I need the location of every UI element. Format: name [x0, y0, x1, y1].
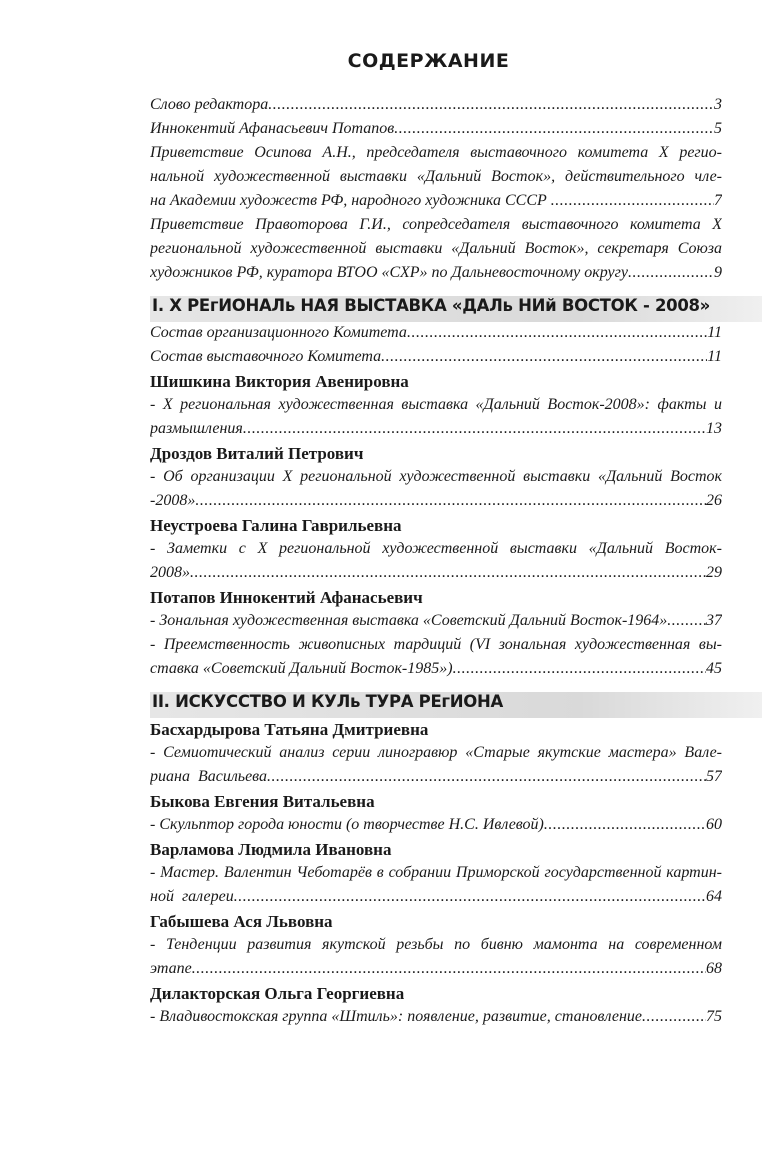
entry-title: Слово редактора	[150, 96, 269, 113]
author-name: Быкова Евгения Витальевна	[150, 792, 375, 811]
toc-entry[interactable]	[150, 1008, 722, 1032]
entry-leader-line	[150, 420, 722, 444]
dot-leader	[407, 324, 707, 348]
toc-entry[interactable]	[150, 864, 722, 912]
entry-leader-line	[150, 564, 722, 588]
dot-leader	[642, 1008, 706, 1032]
entry-leader-line	[150, 960, 722, 984]
entry-text-line: - Семиотический анализ серии линогравюр «Старые якутские мастера» Вале-	[150, 744, 722, 761]
entry-leader-line	[150, 1008, 722, 1032]
dot-leader	[544, 816, 706, 840]
entry-title: - Владивостокская группа «Штиль»: появление, развитие, становление	[150, 1008, 642, 1025]
page-number: 57	[706, 768, 722, 785]
entry-title: 2008»	[150, 564, 190, 581]
entry-leader-line	[150, 492, 722, 516]
dot-leader	[195, 492, 706, 516]
toc-entry[interactable]	[150, 744, 722, 792]
author-name: Варламова Людмила Ивановна	[150, 840, 392, 859]
toc-entry[interactable]	[150, 216, 722, 288]
dot-leader	[453, 660, 706, 684]
entry-leader-line	[150, 96, 722, 120]
entry-title: ставка «Советский Дальний Восток-1985»)	[150, 660, 453, 677]
page-number: 13	[706, 420, 722, 437]
page-number: 75	[706, 1008, 722, 1025]
dot-leader	[190, 564, 706, 588]
toc-entry[interactable]	[150, 540, 722, 588]
section-heading: I. X РЕгИОНАЛь НАЯ ВЫСТАВКА «ДАЛь НИй ВОСТОК - 2008»	[150, 296, 762, 322]
toc-entry[interactable]	[150, 468, 722, 516]
entry-leader-line	[150, 264, 722, 288]
author-name: Дроздов Виталий Петрович	[150, 444, 364, 463]
author-name: Габышева Ася Львовна	[150, 912, 333, 931]
entry-title: - Скульптор города юности (о творчестве Н.С. Ивлевой)	[150, 816, 544, 833]
page-number: 26	[706, 492, 722, 509]
entry-leader-line	[150, 348, 722, 372]
author-name: Неустроева Галина Гаврильевна	[150, 516, 402, 535]
entry-text-line: региональной художественной выставки «Дальний Восток», секретаря Союза	[150, 240, 722, 257]
dot-leader	[243, 420, 706, 444]
toc-entry[interactable]	[150, 636, 722, 684]
entry-leader-line	[150, 816, 722, 840]
dot-leader	[394, 120, 714, 144]
toc-entry[interactable]	[150, 120, 722, 144]
toc-entry[interactable]	[150, 144, 722, 216]
page-number: 3	[714, 96, 722, 113]
toc-entry[interactable]	[150, 324, 722, 348]
dot-leader	[234, 888, 706, 912]
section-heading: II. ИСКУССТВО И КУЛь ТУРА РЕгИОНА	[150, 692, 762, 718]
dot-leader	[267, 768, 706, 792]
page-number: 64	[706, 888, 722, 905]
author-name: Дилакторская Ольга Георгиевна	[150, 984, 405, 1003]
dot-leader	[551, 192, 714, 216]
entry-text-line: нальной художественной выставки «Дальний Восток», действительного чле-	[150, 168, 722, 185]
entry-title: риана Васильева	[150, 768, 268, 785]
toc-entry[interactable]	[150, 96, 722, 120]
entry-title: на Академии художеств РФ, народного художника СССР	[150, 192, 551, 209]
entry-text-line: - X региональная художественная выставка «Дальний Восток-2008»: факты и	[150, 396, 722, 413]
entry-text-line: - Заметки с X региональной художественной выставки «Дальний Восток-	[150, 540, 722, 557]
toc-entry[interactable]	[150, 936, 722, 984]
page-number: 7	[714, 192, 722, 209]
entry-text-line: - Преемственность живописных тардиций (VI зональная художественная вы-	[150, 636, 722, 653]
page-number: 68	[706, 960, 722, 977]
dot-leader	[381, 348, 707, 372]
entry-text-line: - Мастер. Валентин Чеботарёв в собрании Приморской государственной картин-	[150, 864, 722, 881]
toc-entry[interactable]	[150, 396, 722, 444]
page-number: 45	[706, 660, 722, 677]
entry-title: -2008»	[150, 492, 196, 509]
entry-title: - Зональная художественная выставка «Советский Дальний Восток-1964»	[150, 612, 668, 629]
author-name: Басхардырова Татьяна Дмитриевна	[150, 720, 429, 739]
author-name: Потапов Иннокентий Афанасьевич	[150, 588, 423, 607]
entry-title: этапе	[150, 960, 192, 977]
entry-leader-line	[150, 768, 722, 792]
page-number: 5	[714, 120, 722, 137]
page-title: СОДЕРЖАНИЕ	[347, 50, 510, 72]
entry-leader-line	[150, 120, 722, 144]
entry-leader-line	[150, 324, 722, 348]
entry-title: ной галереи	[150, 888, 234, 905]
entry-title: Состав организационного Комитета	[150, 324, 407, 341]
entry-leader-line	[150, 888, 722, 912]
entry-title: Состав выставочного Комитета	[150, 348, 382, 365]
entry-leader-line	[150, 660, 722, 684]
entry-leader-line	[150, 192, 722, 216]
page-number: 60	[706, 816, 722, 833]
page-number: 11	[707, 348, 722, 365]
toc-entry[interactable]	[150, 816, 722, 840]
page-number: 11	[707, 324, 722, 341]
entry-title: художников РФ, куратора ВТОО «СХР» по Дальневосточному округу	[150, 264, 628, 281]
page-number: 37	[706, 612, 722, 629]
dot-leader	[667, 612, 706, 636]
entry-leader-line	[150, 612, 722, 636]
toc-entry[interactable]	[150, 612, 722, 636]
dot-leader	[268, 96, 714, 120]
entry-text-line: - Об организации X региональной художественной выставки «Дальний Восток	[150, 468, 722, 485]
dot-leader	[192, 960, 706, 984]
entry-text-line: Приветствие Правоторова Г.И., сопредседателя выставочного комитета X	[150, 216, 722, 233]
entry-text-line: - Тенденции развития якутской резьбы по бивню мамонта на современном	[150, 936, 722, 953]
author-name: Шишкина Виктория Авенировна	[150, 372, 409, 391]
page-number: 29	[706, 564, 722, 581]
toc-entry[interactable]	[150, 348, 722, 372]
entry-title: размышления	[150, 420, 243, 437]
page-number: 9	[714, 264, 722, 281]
entry-text-line: Приветствие Осипова А.Н., председателя выставочного комитета X регио-	[150, 144, 722, 161]
dot-leader	[628, 264, 714, 288]
entry-title: Иннокентий Афанасьевич Потапов	[150, 120, 395, 137]
table-of-contents	[150, 96, 722, 1032]
